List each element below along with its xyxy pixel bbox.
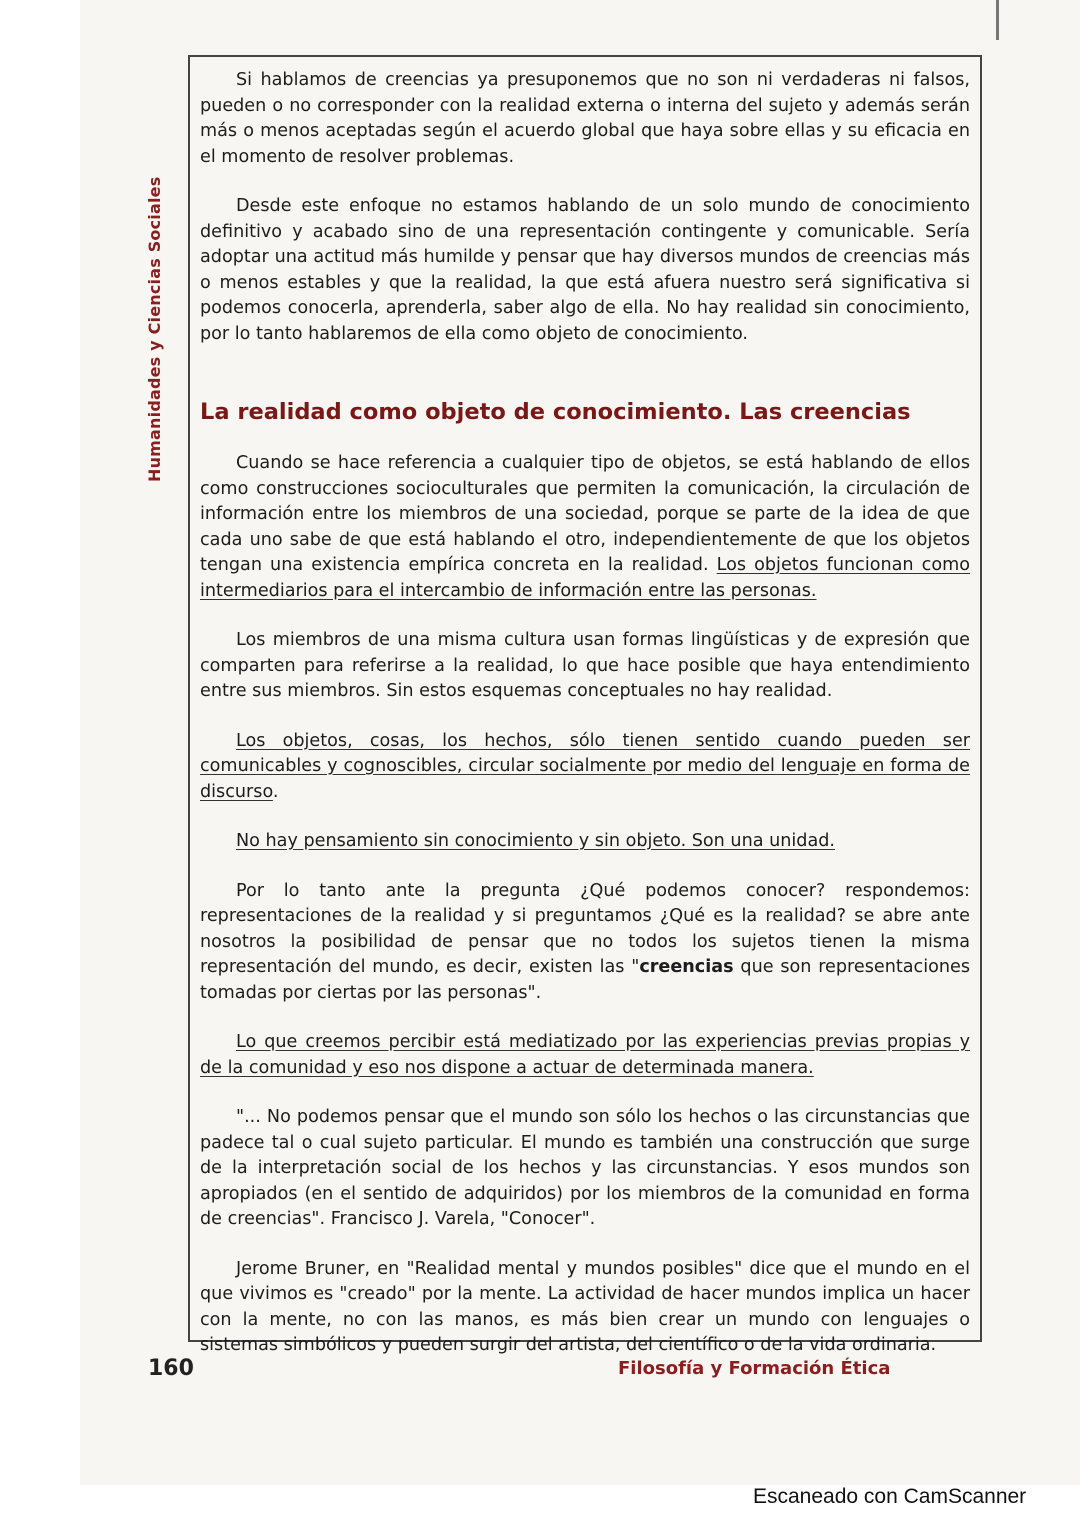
paragraph-comunicables-end: .: [272, 781, 279, 802]
underlined-objetos-intermediarios: Los objetos funcionan como intermediarios para el intercambio de información entre las personas.: [200, 555, 970, 601]
page-body: [200, 68, 970, 1383]
paragraph-objetos-text: Cuando se hace referencia a cualquier tipo de objetos, se está hablando de ellos como construcciones socioculturales que permiten la comunicación, la circulación de información entre los miembros de una sociedad, porque se parte de la idea de que cada uno sabe de que está hablando el otro, independientemente de que los objetos tengan una existencia empírica concreta en la realidad.: [200, 453, 970, 575]
bold-creencias: creencias: [639, 957, 734, 977]
paragraph-percibir: [200, 1030, 970, 1081]
paragraph-cultura: Los miembros de una misma cultura usan formas lingüísticas y de expresión que comparten para referirse a la realidad, lo que hace posible que haya entendimiento entre sus miembros. Sin estos esquemas conceptuales no hay realidad.: [200, 630, 970, 701]
underlined-percibir: Lo que creemos percibir está mediatizado por las experiencias previas propias y de la comunidad y eso nos dispone a actuar de determinada manera.: [200, 1032, 970, 1078]
book-title: Filosofía y Formación Ética: [618, 1358, 891, 1379]
paragraph-comunicables: [200, 729, 970, 806]
underlined-comunicables: Los objetos, cosas, los hechos, sólo tienen sentido cuando pueden ser comunicables y cognoscibles, circular socialmente por medio del lenguaje en forma de discurso: [200, 730, 970, 802]
paragraph-objetos: [200, 451, 970, 604]
paragraph-unidad: [200, 829, 970, 855]
paragraph-creencias-intro: Si hablamos de creencias ya presuponemos que no son ni verdaderas ni falsos, pueden o no corresponder con la realidad externa o interna del sujeto y además serán más o menos aceptadas según el acuerdo global que haya sobre ellas y su eficacia en el momento de resolver problemas.: [200, 70, 970, 167]
paragraph-bruner: Jerome Bruner, en "Realidad mental y mundos posibles" dice que el mundo en el que vivimos es "creado" por la mente. La actividad de hacer mundos implica un hacer con la mente, no con las manos, es más bien crear un mundo con lenguajes o sistemas simbólicos y pueden surgir del artista, del científico o de la vida ordinaria.: [200, 1258, 970, 1355]
underlined-unidad: No hay pensamiento sin conocimiento y sin objeto. Son una unidad.: [236, 831, 836, 851]
paragraph-enfoque: Desde este enfoque no estamos hablando de un solo mundo de conocimiento definitivo y acabado sino de una representación contingente y comunicable. Sería adoptar una actitud más humilde y pensar que hay diversos mundos de creencias más o menos estables y que la realidad, la que está afuera nuestro será significativa si podemos conocerla, aprenderla, saber algo de ella. No hay realidad sin conocimiento, por lo tanto hablaremos de ella como objeto de conocimiento.: [200, 196, 970, 344]
quote-varela: "... No podemos pensar que el mundo son sólo los hechos o las circunstancias que padece tal o cual sujeto particular. El mundo es también una construcción que surge de la interpretación social de los hechos y las circunstancias. Y esos mundos son apropiados (en el sentido de adquiridos) por los miembros de la comunidad en forma de creencias". Francisco J. Varela, "Conocer".: [200, 1107, 970, 1229]
paragraph-pregunta-end: que son representaciones tomadas por ciertas por las personas".: [200, 957, 971, 1003]
paragraph-pregunta: [200, 879, 970, 1007]
section-heading: La realidad como objeto de conocimiento. Las creencias: [200, 399, 911, 425]
page-edge-mark: [996, 0, 999, 40]
scanner-watermark: Escaneado con CamScanner: [753, 1485, 1027, 1508]
paragraph-pregunta-text: Por lo tanto ante la pregunta ¿Qué podemos conocer? respondemos: representaciones de la realidad y si preguntamos ¿Qué es la realidad? se abre ante nosotros la posibilidad de pensar que no todos los sujetos tienen la misma representación del mundo, es decir, existen las ": [200, 880, 970, 977]
page-number: 160: [148, 1356, 194, 1381]
side-section-label: Humanidades y Ciencias Sociales: [145, 176, 164, 482]
